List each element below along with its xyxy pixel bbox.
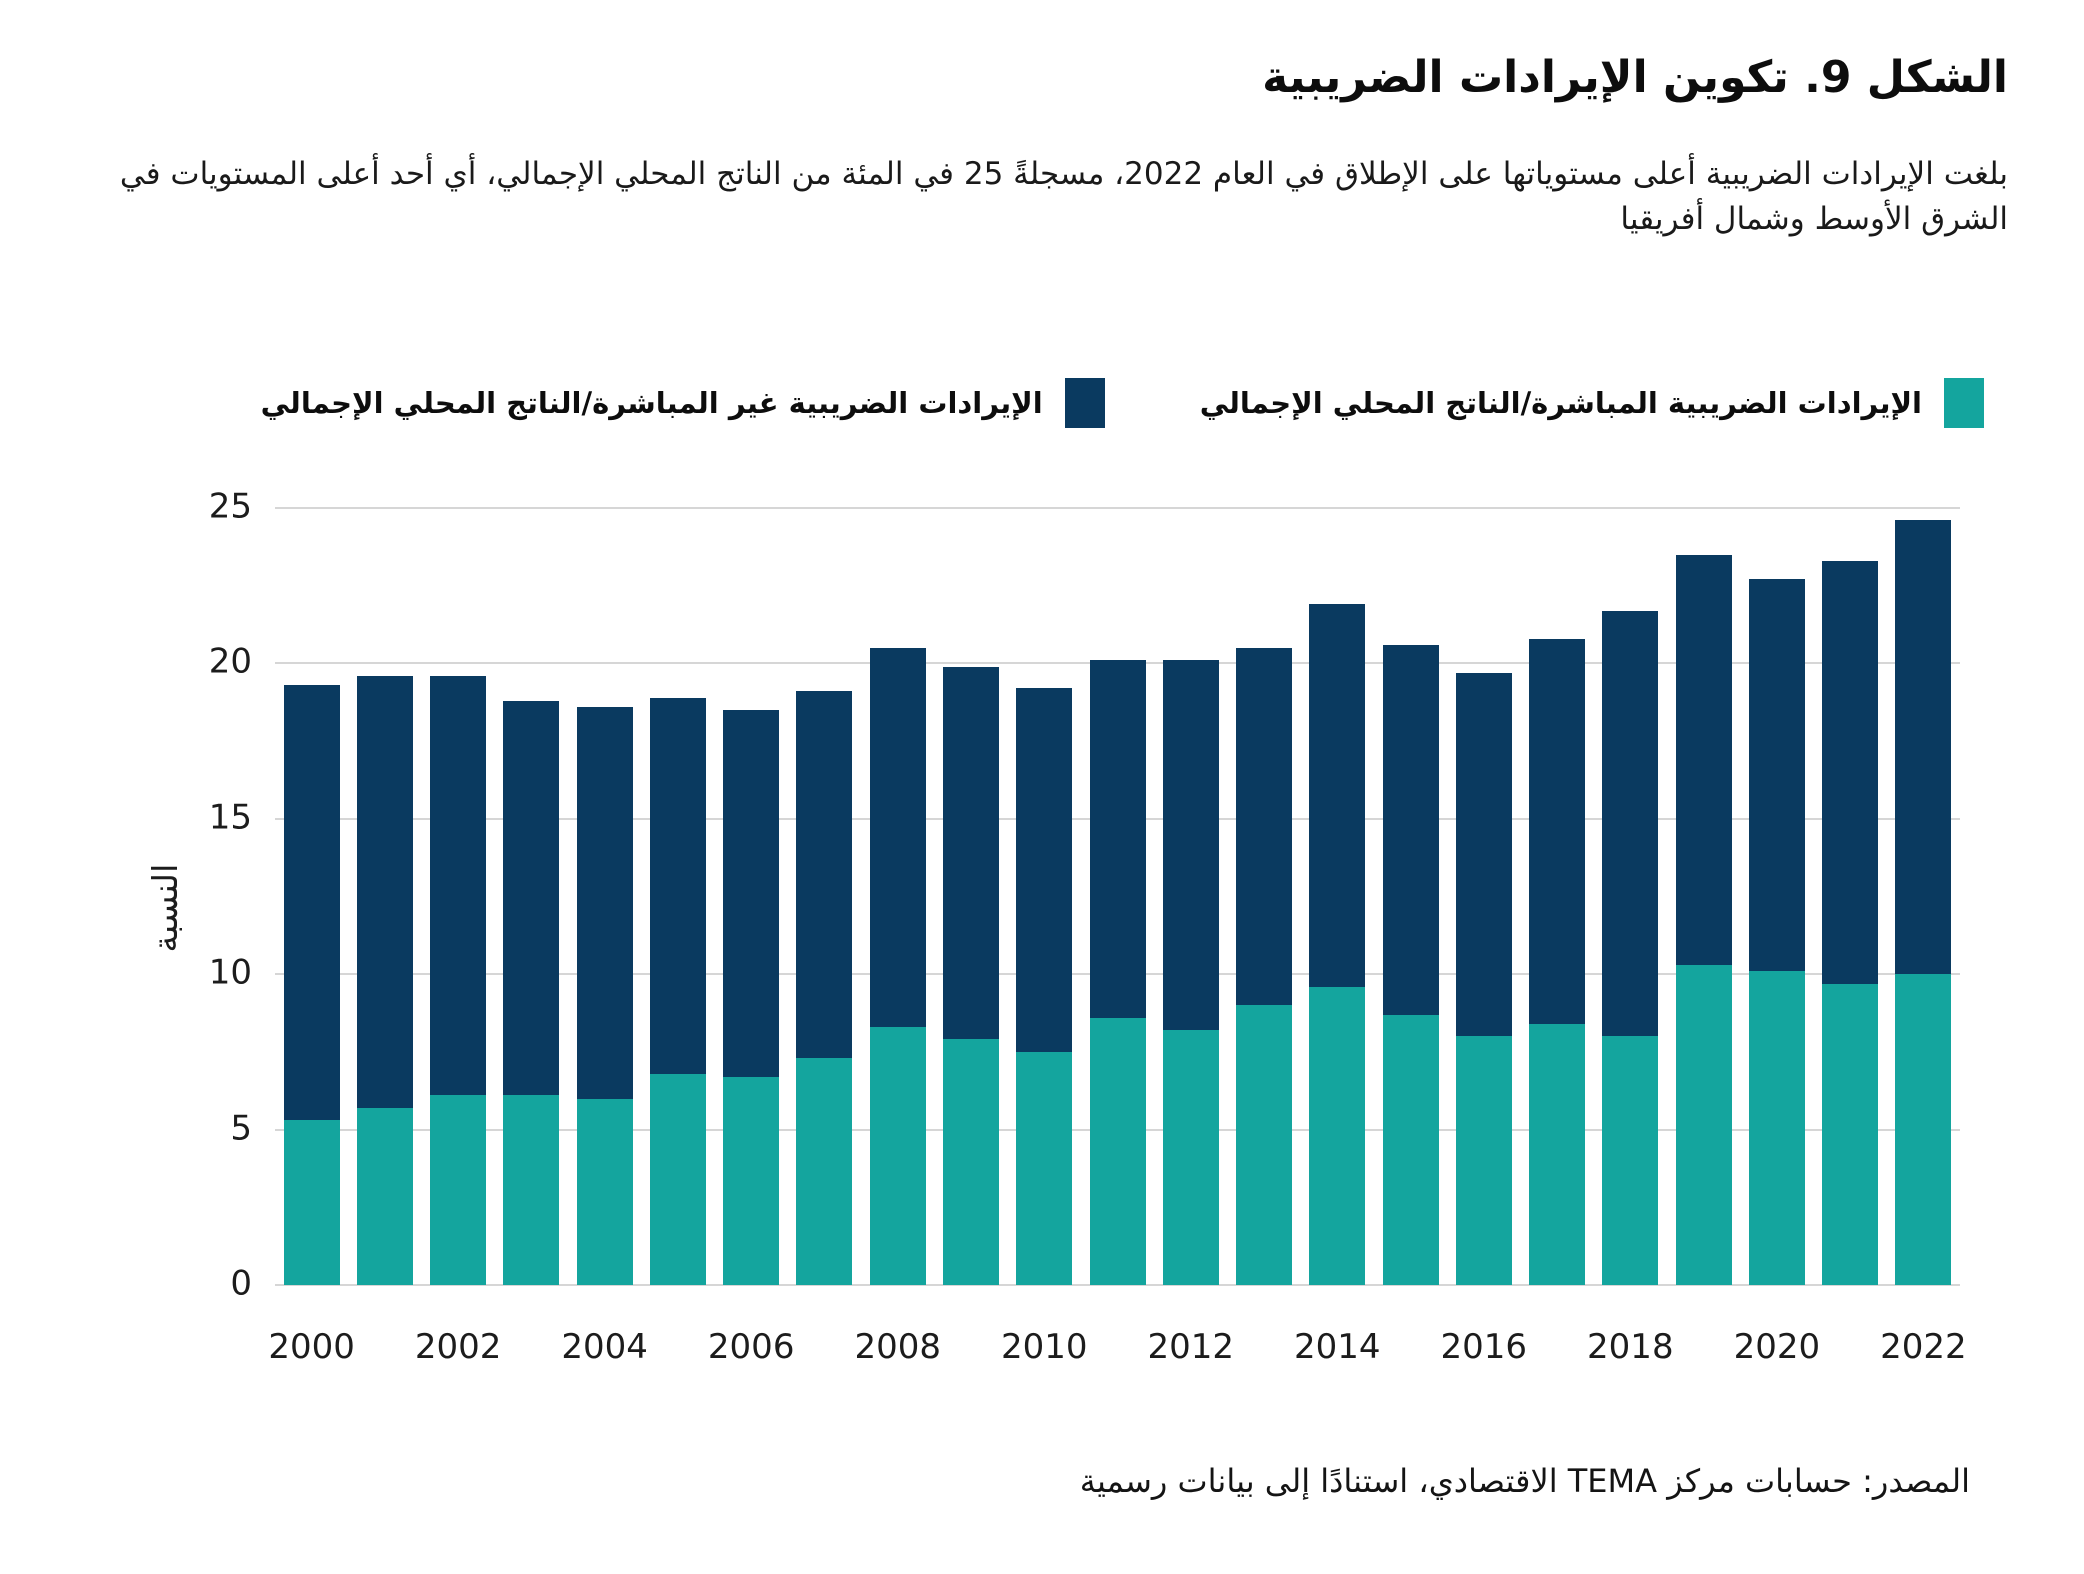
bar-direct-2005	[650, 1074, 706, 1285]
bar-direct-2010	[1016, 1052, 1072, 1285]
bar-indirect-2008	[870, 648, 926, 1027]
bar-direct-2006	[723, 1077, 779, 1285]
bar-direct-2002	[430, 1095, 486, 1285]
bar-direct-2015	[1383, 1015, 1439, 1285]
x-tick-label-2010: 2010	[1000, 1327, 1088, 1367]
bar-direct-2007	[796, 1058, 852, 1285]
x-tick-label-2020: 2020	[1733, 1327, 1821, 1367]
figure-title: الشكل 9. تكوين الإيرادات الضريبية	[1262, 52, 2008, 103]
x-tick-label-2008: 2008	[854, 1327, 941, 1367]
x-tick-label-2002: 2002	[414, 1327, 502, 1367]
y-tick-label-20: 20	[208, 641, 252, 682]
x-tick-label-2014: 2014	[1294, 1327, 1381, 1367]
gridline-y-25	[275, 507, 1960, 509]
legend-label-direct: الإيرادات الضريبية المباشرة/الناتج المحلي الإجمالي	[1199, 386, 1922, 420]
bar-indirect-2003	[503, 701, 559, 1096]
bar-indirect-2010	[1016, 688, 1072, 1052]
x-tick-label-2012: 2012	[1147, 1327, 1235, 1367]
x-tick-label-2016: 2016	[1440, 1327, 1528, 1367]
bar-direct-2000	[284, 1120, 340, 1285]
bar-direct-2022	[1895, 974, 1951, 1285]
legend-label-indirect: الإيرادات الضريبية غير المباشرة/الناتج المحلي الإجمالي	[260, 386, 1043, 420]
y-tick-label-15: 15	[208, 797, 252, 838]
bar-direct-2008	[870, 1027, 926, 1285]
bar-indirect-2000	[284, 685, 340, 1120]
bar-indirect-2005	[650, 698, 706, 1074]
bar-indirect-2014	[1309, 604, 1365, 986]
bar-indirect-2006	[723, 710, 779, 1077]
bar-direct-2011	[1090, 1018, 1146, 1285]
bar-direct-2016	[1456, 1036, 1512, 1285]
bar-indirect-2019	[1676, 555, 1732, 965]
bar-direct-2013	[1236, 1005, 1292, 1285]
y-tick-label-0: 0	[230, 1263, 252, 1304]
source-note: المصدر: حسابات مركز TEMA الاقتصادي، استنادًا إلى بيانات رسمية	[1079, 1462, 1970, 1500]
x-tick-label-2000: 2000	[268, 1327, 355, 1367]
bar-indirect-2002	[430, 676, 486, 1096]
bar-indirect-2022	[1895, 520, 1951, 974]
bar-indirect-2017	[1529, 639, 1585, 1024]
bar-indirect-2013	[1236, 648, 1292, 1005]
y-tick-label-10: 10	[208, 952, 252, 993]
bar-direct-2012	[1163, 1030, 1219, 1285]
bar-direct-2021	[1822, 984, 1878, 1285]
bar-direct-2014	[1309, 987, 1365, 1285]
bar-indirect-2012	[1163, 660, 1219, 1030]
bar-direct-2020	[1749, 971, 1805, 1285]
bar-direct-2019	[1676, 965, 1732, 1285]
bar-indirect-2021	[1822, 561, 1878, 984]
bar-indirect-2018	[1602, 611, 1658, 1037]
y-tick-label-25: 25	[208, 486, 252, 527]
plot-area	[275, 508, 1960, 1285]
bar-indirect-2004	[577, 707, 633, 1099]
bar-direct-2017	[1529, 1024, 1585, 1285]
bar-indirect-2011	[1090, 660, 1146, 1017]
y-axis-title: النسبة	[146, 863, 186, 953]
bar-direct-2004	[577, 1099, 633, 1285]
bar-direct-2001	[357, 1108, 413, 1285]
bar-direct-2009	[943, 1039, 999, 1285]
bar-direct-2018	[1602, 1036, 1658, 1285]
x-tick-label-2004: 2004	[561, 1327, 648, 1367]
bar-indirect-2001	[357, 676, 413, 1108]
bar-indirect-2020	[1749, 579, 1805, 971]
x-tick-label-2006: 2006	[707, 1327, 795, 1367]
x-tick-label-2022: 2022	[1880, 1327, 1967, 1367]
bar-direct-2003	[503, 1095, 559, 1285]
bar-indirect-2016	[1456, 673, 1512, 1037]
y-tick-label-5: 5	[230, 1107, 252, 1148]
bar-indirect-2015	[1383, 645, 1439, 1015]
figure-subtitle: بلغت الإيرادات الضريبية أعلى مستوياتها على الإطلاق في العام 2022، مسجلةً 25 في المئة من الناتج المحلي الإجمالي، أي أحد أعلى المستويات في الشرق الأوسط وشمال أفريقيا	[119, 156, 2008, 237]
bar-indirect-2009	[943, 667, 999, 1040]
x-tick-label-2018: 2018	[1587, 1327, 1674, 1367]
bar-indirect-2007	[796, 691, 852, 1058]
